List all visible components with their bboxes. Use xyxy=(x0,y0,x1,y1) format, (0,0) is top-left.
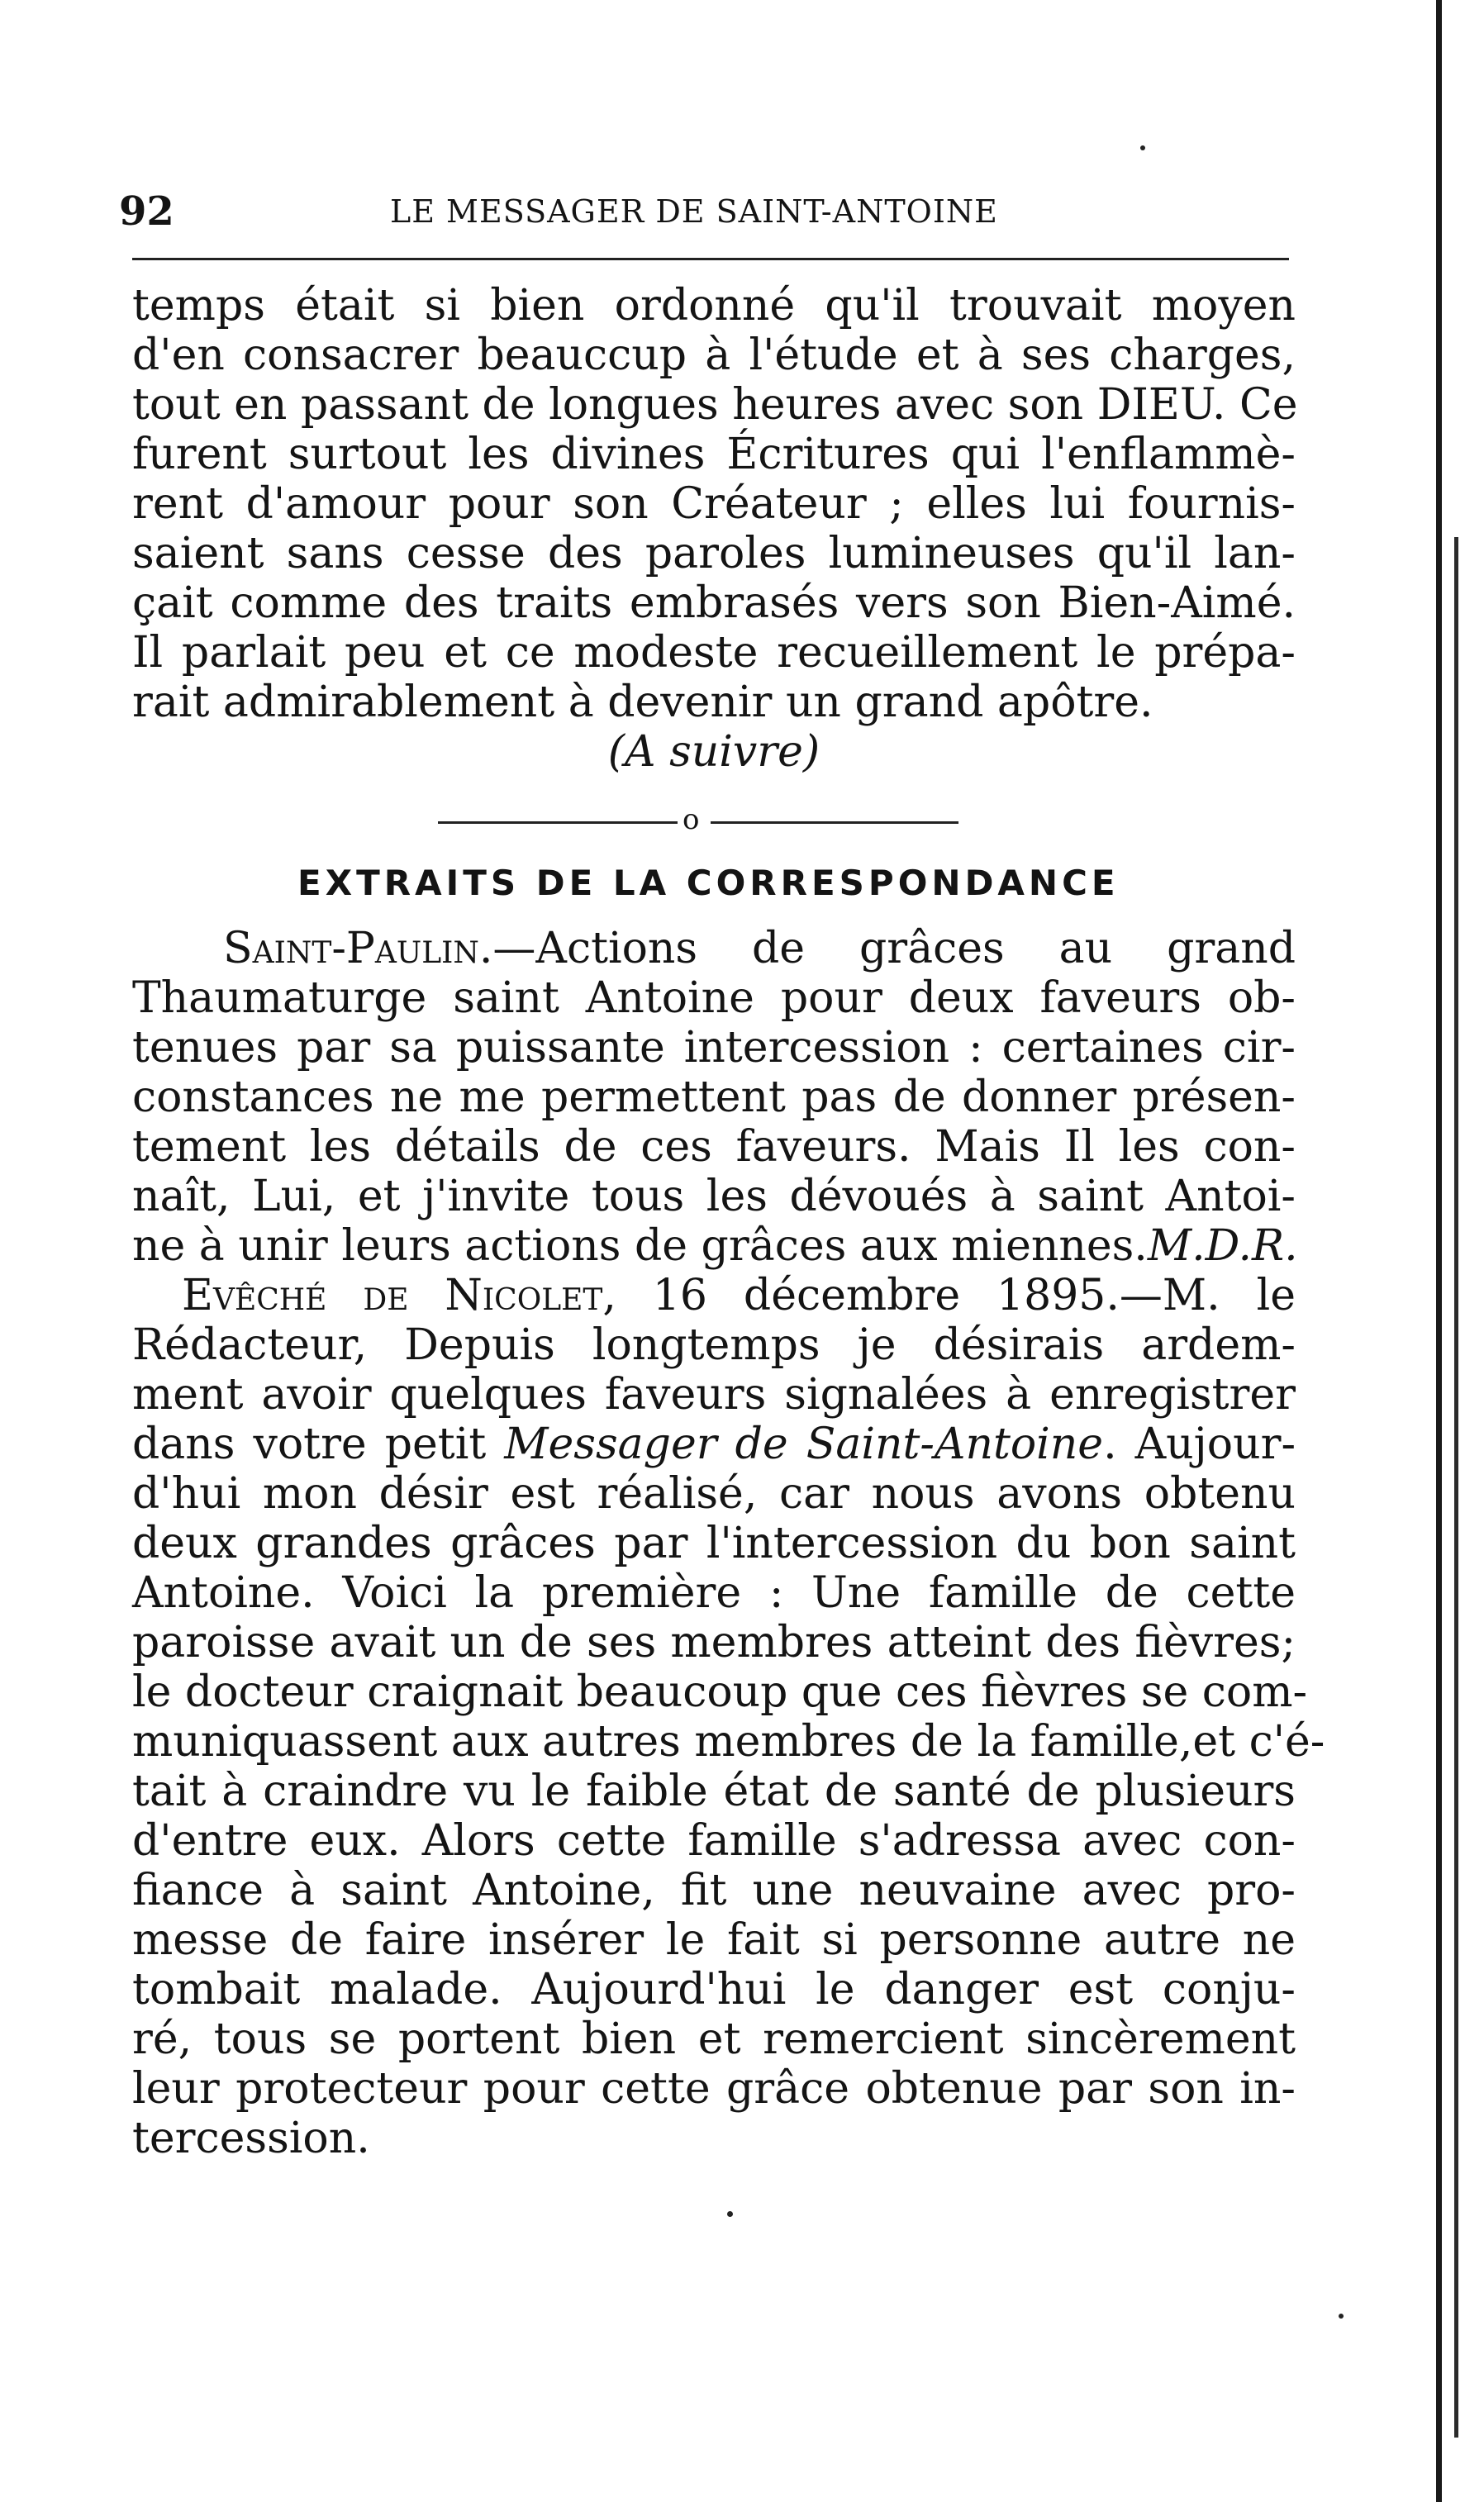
text-line: constances ne me permettent pas de donner présen- xyxy=(132,1073,1296,1122)
text-line: Il parlait peu et ce modeste recueillement le prépa- xyxy=(132,628,1296,678)
text-line: Antoine. Voici la première : Une famille de cette xyxy=(132,1568,1296,1618)
page-number: 92 xyxy=(119,188,174,235)
page-header xyxy=(119,183,1272,236)
text-line: messe de faire insérer le fait si personne autre ne xyxy=(132,1915,1296,1965)
text-line: tenues par sa puissante intercession : certaines cir- xyxy=(132,1023,1296,1073)
letter-place: Saint-Paulin. xyxy=(223,924,493,973)
text-line: deux grandes grâces par l'intercession du bon saint xyxy=(132,1519,1296,1568)
page-edge-shadow-inner xyxy=(1454,537,1458,2438)
text-line: dans votre petit Messager de Saint-Antoine. Aujour- xyxy=(132,1420,1296,1469)
text-line: Thaumaturge saint Antoine pour deux faveurs ob- xyxy=(132,973,1296,1023)
text-line: tercession. xyxy=(132,2114,370,2163)
section-separator xyxy=(438,803,967,840)
section-heading: EXTRAITS DE LA CORRESPONDANCE xyxy=(297,863,1120,903)
article-continuation xyxy=(132,281,1296,777)
separator-ornament: o xyxy=(683,803,700,836)
separator-rule-right xyxy=(711,821,958,824)
letter-signature: M.D.R. xyxy=(1147,1221,1298,1271)
text-line: tombait malade. Aujourd'hui le danger est conju- xyxy=(132,1965,1296,2014)
text-line: muniquassent aux autres membres de la famille,et c'é- xyxy=(132,1717,1325,1767)
text-line: tait à craindre vu le faible état de santé de plusieurs xyxy=(132,1767,1296,1816)
text-line: d'hui mon désir est réalisé, car nous avons obtenu xyxy=(132,1469,1296,1519)
ink-speck xyxy=(1140,145,1145,150)
text-line: tout en passant de longues heures avec son DIEU. Ce xyxy=(132,380,1298,430)
text-line: rait admirablement à devenir un grand apôtre. xyxy=(132,678,1153,727)
text-line: ment avoir quelques faveurs signalées à enregistrer xyxy=(132,1370,1296,1420)
letter-place: Evêché de Nicolet, xyxy=(182,1271,616,1320)
text-line: le docteur craignait beaucoup que ces fièvres se com- xyxy=(132,1667,1308,1717)
text-line: paroisse avait un de ses membres atteint des fièvres; xyxy=(132,1618,1296,1667)
text-line: ne à unir leurs actions de grâces aux miennes.M.D.R. xyxy=(132,1221,1298,1271)
text-line: leur protecteur pour cette grâce obtenue par son in- xyxy=(132,2064,1296,2114)
ink-speck xyxy=(727,2211,733,2217)
header-rule xyxy=(132,258,1289,260)
text-line: tement les détails de ces faveurs. Mais Il les con- xyxy=(132,1122,1296,1172)
text-line: temps était si bien ordonné qu'il trouvait moyen xyxy=(132,281,1296,331)
text-line: Evêché de Nicolet, 16 décembre 1895.—M. le xyxy=(182,1271,1296,1320)
text-line: saient sans cesse des paroles lumineuses qu'il lan- xyxy=(132,529,1296,578)
running-title: LE MESSAGER DE SAINT-ANTOINE xyxy=(390,193,998,230)
text-line: fiance à saint Antoine, fit une neuvaine avec pro- xyxy=(132,1866,1296,1915)
page-edge-shadow xyxy=(1436,0,1442,2502)
text-line: Saint-Paulin.—Actions de grâces au grand xyxy=(223,924,1296,973)
correspondence-body xyxy=(132,924,1325,2163)
text-line: çait comme des traits embrasés vers son Bien-Aimé. xyxy=(132,578,1296,628)
separator-rule-left xyxy=(438,821,678,824)
to-be-continued: (A suivre) xyxy=(607,727,820,777)
text-line: d'entre eux. Alors cette famille s'adressa avec con- xyxy=(132,1816,1296,1866)
text-line: rent d'amour pour son Créateur ; elles lui fournis- xyxy=(132,479,1296,529)
ink-speck xyxy=(1339,2314,1344,2319)
text-line: d'en consacrer beauccup à l'étude et à ses charges, xyxy=(132,331,1296,380)
publication-title: Messager de Saint-Antoine xyxy=(504,1420,1104,1469)
text-line: naît, Lui, et j'invite tous les dévoués à saint Antoi- xyxy=(132,1172,1296,1221)
text-line: furent surtout les divines Écritures qui l'enflammè- xyxy=(132,430,1296,479)
text-line: ré, tous se portent bien et remercient sincèrement xyxy=(132,2014,1296,2064)
text-line: Rédacteur, Depuis longtemps je désirais ardem- xyxy=(132,1320,1296,1370)
